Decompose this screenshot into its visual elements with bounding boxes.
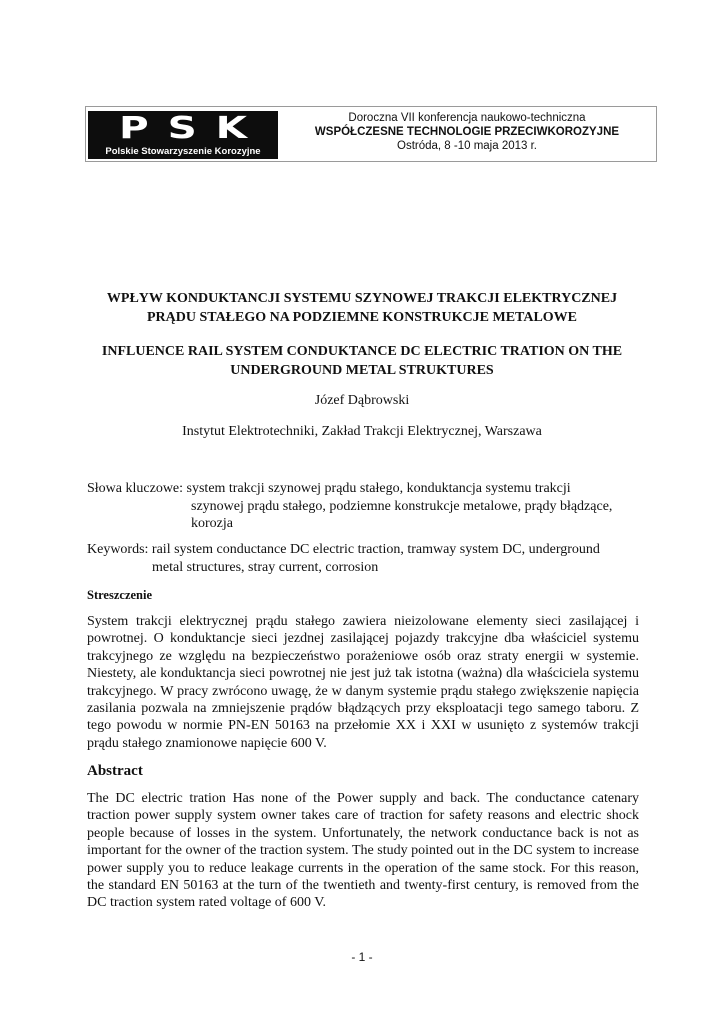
title-english (60, 342, 664, 380)
logo-subtitle: Polskie Stowarzyszenie Korozyjne (105, 146, 261, 157)
keywords-pl-line3: korozja (191, 516, 233, 531)
conference-line2: WSPÓŁCZESNE TECHNOLOGIE PRZECIWKOROZYJNE (314, 126, 620, 138)
title-en-line2: UNDERGROUND METAL STRUKTURES (230, 363, 494, 378)
keywords-en-line2: metal structures, stray current, corrosion (152, 559, 379, 575)
author-name: Józef Dąbrowski (314, 393, 410, 408)
title-pl-line1: WPŁYW KONDUKTANCJI SYSTEMU SZYNOWEJ TRAKCJI ELEKTRYCZNEJ (106, 291, 618, 306)
psk-logo (88, 111, 278, 159)
summary-heading: Streszczenie (87, 588, 153, 602)
keywords-pl-line1: Słowa kluczowe: system trakcji szynowej prądu stałego, konduktancja systemu trakcji (87, 481, 571, 496)
author-institution: Instytut Elektrotechniki, Zakład Trakcji Elektrycznej, Warszawa (182, 424, 542, 439)
abstract-heading: Abstract (87, 763, 143, 779)
conference-line3: Ostróda, 8 -10 maja 2013 r. (397, 140, 537, 152)
conference-header (85, 106, 657, 162)
title-en-line1: INFLUENCE RAIL SYSTEM CONDUKTANCE DC ELECTRIC TRATION ON THE (101, 344, 623, 359)
summary-paragraph: System trakcji elektrycznej prądu stałego zawiera nieizolowane elementy sieci zasilającej i powrotnej. O konduktancje sieci jezdnej zasilającej pojazdy trakcyjne dba właściciel systemu trakcyjnego ze względu na bezpieczeństwo porażeniowe osób oraz straty energii w systemie. Niestety, ale konduktancja sieci powrotnej nie jest już tak istotna (ważna) dla właściciela systemu trakcyjnego. W pracy zwrócono uwagę, że w danym systemie prądu stałego zwiększenie napięcia zasilania pozwala na zmniejszenie prądów błądzących przy eksploatacji tego samego taboru. Z tego powodu w normie PN-EN 50163 na przełomie XX i XXI w usunięto z systemów trakcji prądu stałego znamionowe napięcie 600 V. (87, 614, 639, 751)
keywords-pl-line2: szynowej prądu stałego, podziemne konstrukcje metalowe, prądy błądzące, (191, 498, 613, 514)
page-number: - 1 - (351, 950, 373, 964)
keywords-en-line1: Keywords: rail system conductance DC electric traction, tramway system DC, underground (87, 542, 600, 557)
keywords-english (87, 541, 639, 576)
conference-line1: Doroczna VII konferencja naukowo-techniczna (348, 112, 586, 124)
logo-letters: PSK (118, 111, 266, 146)
abstract-paragraph: The DC electric tration Has none of the Power supply and back. The conductance catenary traction power supply system owner takes care of traction for safety reasons and electric shock people because of losses in the system. Unfortunately, the network conductance back is not as important for the owner of the traction system. The study pointed out in the DC system to increase power supply you to reduce leakage currents in the operation of the same stock. For this reason, the standard EN 50163 at the turn of the twentieth and twenty-first century, is removed from the DC traction system rated voltage of 600 V. (87, 791, 639, 911)
conference-info (282, 111, 652, 153)
title-pl-line2: PRĄDU STAŁEGO NA PODZIEMNE KONSTRUKCJE METALOWE (146, 310, 578, 325)
keywords-polish (87, 480, 639, 533)
title-polish (60, 289, 664, 327)
